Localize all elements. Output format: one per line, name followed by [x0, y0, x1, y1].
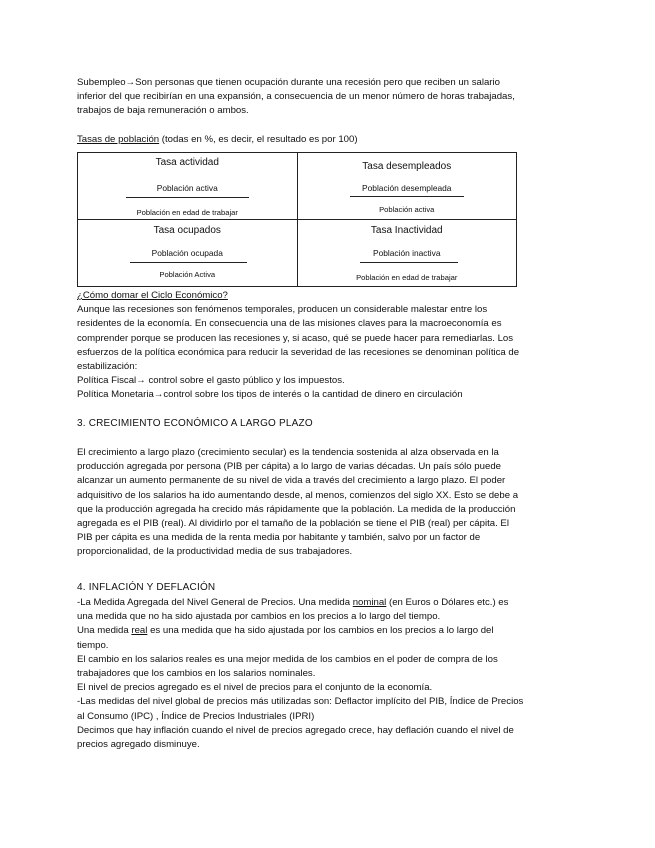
crecimiento-line: El crecimiento a largo plazo (crecimiento secular) es la tendencia sostenida al alza observada en la [77, 447, 499, 458]
real-text-post: es una medida que ha sido ajustada por los cambios en los precios a lo largo del [147, 625, 494, 637]
inflacion-line: al Consumo (IPC) , Índice de Precios Industriales (IPRI) [77, 710, 315, 722]
ciclo-line: Política Fiscal→ control sobre el gasto público y los impuestos. [77, 375, 345, 387]
ciclo-line: esfuerzos de la política económica para reducir la severidad de las recesiones se denominan política de [77, 346, 520, 358]
real-text: Una medida [77, 625, 132, 637]
nominal-text-post: (en Euros o Dólares etc.) es [386, 597, 509, 608]
fraction-line [360, 262, 459, 263]
section-3-title: 3. CRECIMIENTO ECONÓMICO A LARGO PLAZO [77, 418, 313, 429]
rate-title: Tasa ocupados [153, 225, 221, 236]
rate-denominator: Población Activa [159, 270, 216, 279]
crecimiento-paragraph [77, 446, 577, 560]
ciclo-line: residentes de la economía. En consecuencia una de las misiones claves para la macroeconomía es [77, 318, 502, 330]
ciclo-line: comprender porque se producen las recesiones y, si acaso, qué se puede hacer para remediarlas. Los [77, 332, 514, 344]
nominal-line [77, 596, 577, 610]
fraction-line [350, 196, 465, 197]
inflacion-line: precios agregado disminuye. [77, 739, 200, 751]
inflacion-line: El nivel de precios agregado es el nivel de precios para el conjunto de la economía. [77, 682, 433, 694]
rate-denominator: Población en edad de trabajar [136, 208, 238, 217]
fraction-line [126, 197, 249, 198]
crecimiento-line: proporcionalidad, de la productividad media de sus trabajadores. [77, 546, 353, 558]
crecimiento-line: adquisitivo de los salarios ha ido aumentando desde, al menos, comienzos del siglo XX. Esto se debe a [77, 489, 519, 501]
rate-numerator: Población inactiva [372, 248, 441, 258]
rate-title: Tasa actividad [155, 157, 219, 168]
inflacion-line: Decimos que hay inflación cuando el nivel de precios agregado crece, hay deflación cuando el nivel de [77, 724, 514, 736]
rate-numerator: Población activa [156, 183, 218, 193]
rate-cell-desempleados [297, 153, 517, 220]
subempleo-line: Subempleo→Son personas que tienen ocupación durante una recesión pero que reciben un salario [77, 77, 500, 88]
ciclo-heading: ¿Cómo domar el Ciclo Económico? [77, 290, 228, 301]
rate-title: Tasa desempleados [362, 161, 452, 172]
nominal-word: nominal [352, 597, 387, 608]
inflacion-line: trabajadores que los cambios en los salarios nominales. [77, 668, 316, 680]
tasas-heading-note: (todas en %, es decir, el resultado es por 100) [159, 134, 358, 145]
tasas-heading-underlined: Tasas de población [77, 134, 160, 145]
subempleo-line: trabajos de baja remuneración o ambos. [77, 105, 249, 117]
crecimiento-line: que la producción agregada ha crecido más rápidamente que la población. La medida de la producción [77, 503, 516, 515]
nominal-text: -La Medida Agregada del Nivel General de Precios. Una medida [77, 597, 353, 608]
tasas-heading [77, 133, 577, 147]
subempleo-paragraph [77, 76, 577, 119]
rates-table [77, 152, 517, 287]
fraction-line [130, 262, 247, 263]
inflacion-line: tiempo. [77, 639, 109, 651]
rate-cell-actividad [78, 153, 298, 220]
subempleo-line: inferior del que recibirían en una expansión, a consecuencia de un menor número de horas trabajadas, [77, 91, 515, 103]
inflacion-line: una medida que no ha sido ajustada por cambios en los precios a lo largo del tiempo. [77, 611, 441, 623]
crecimiento-line: alcanzar un aumento permanente de su nivel de vida a través del crecimiento a largo plazo. El poder [77, 475, 506, 487]
crecimiento-line: producción agregada por persona (PIB per cápita) a lo largo de varias décadas. Un país sólo puede [77, 461, 501, 473]
ciclo-section [77, 289, 577, 403]
ciclo-line: Política Monetaria→control sobre los tipos de interés o la cantidad de dinero en circulación [77, 389, 463, 401]
ciclo-line: Aunque las recesiones son fenómenos temporales, producen un considerable malestar entre los [77, 304, 488, 316]
crecimiento-line: agregada es el PIB (real). Al dividirlo por el tamaño de la población se tiene el PIB (real) per cápita. El [77, 518, 509, 530]
crecimiento-line: PIB per cápita es una medida de la renta media por habitante y también, salvo por un factor de [77, 532, 481, 544]
ciclo-line: estabilización: [77, 361, 138, 373]
rate-cell-ocupados [78, 220, 298, 287]
rate-denominator: Población en edad de trabajar [356, 273, 458, 282]
real-word: real [131, 625, 148, 637]
rate-numerator: Población desempleada [362, 183, 452, 193]
inflacion-paragraph [77, 596, 577, 752]
rate-title: Tasa Inactividad [370, 225, 443, 236]
section-4-title: 4. INFLACIÓN Y DEFLACIÓN [77, 582, 216, 593]
rate-numerator: Población ocupada [151, 248, 223, 258]
inflacion-line: -Las medidas del nivel global de precios más utilizadas son: Deflactor implícito del PIB, Índice de Precios [77, 696, 524, 708]
rate-cell-inactividad [297, 220, 517, 287]
rate-denominator: Población activa [379, 205, 435, 214]
inflacion-line: El cambio en los salarios reales es una mejor medida de los cambios en el poder de compra de los [77, 653, 498, 665]
real-line [77, 624, 577, 638]
